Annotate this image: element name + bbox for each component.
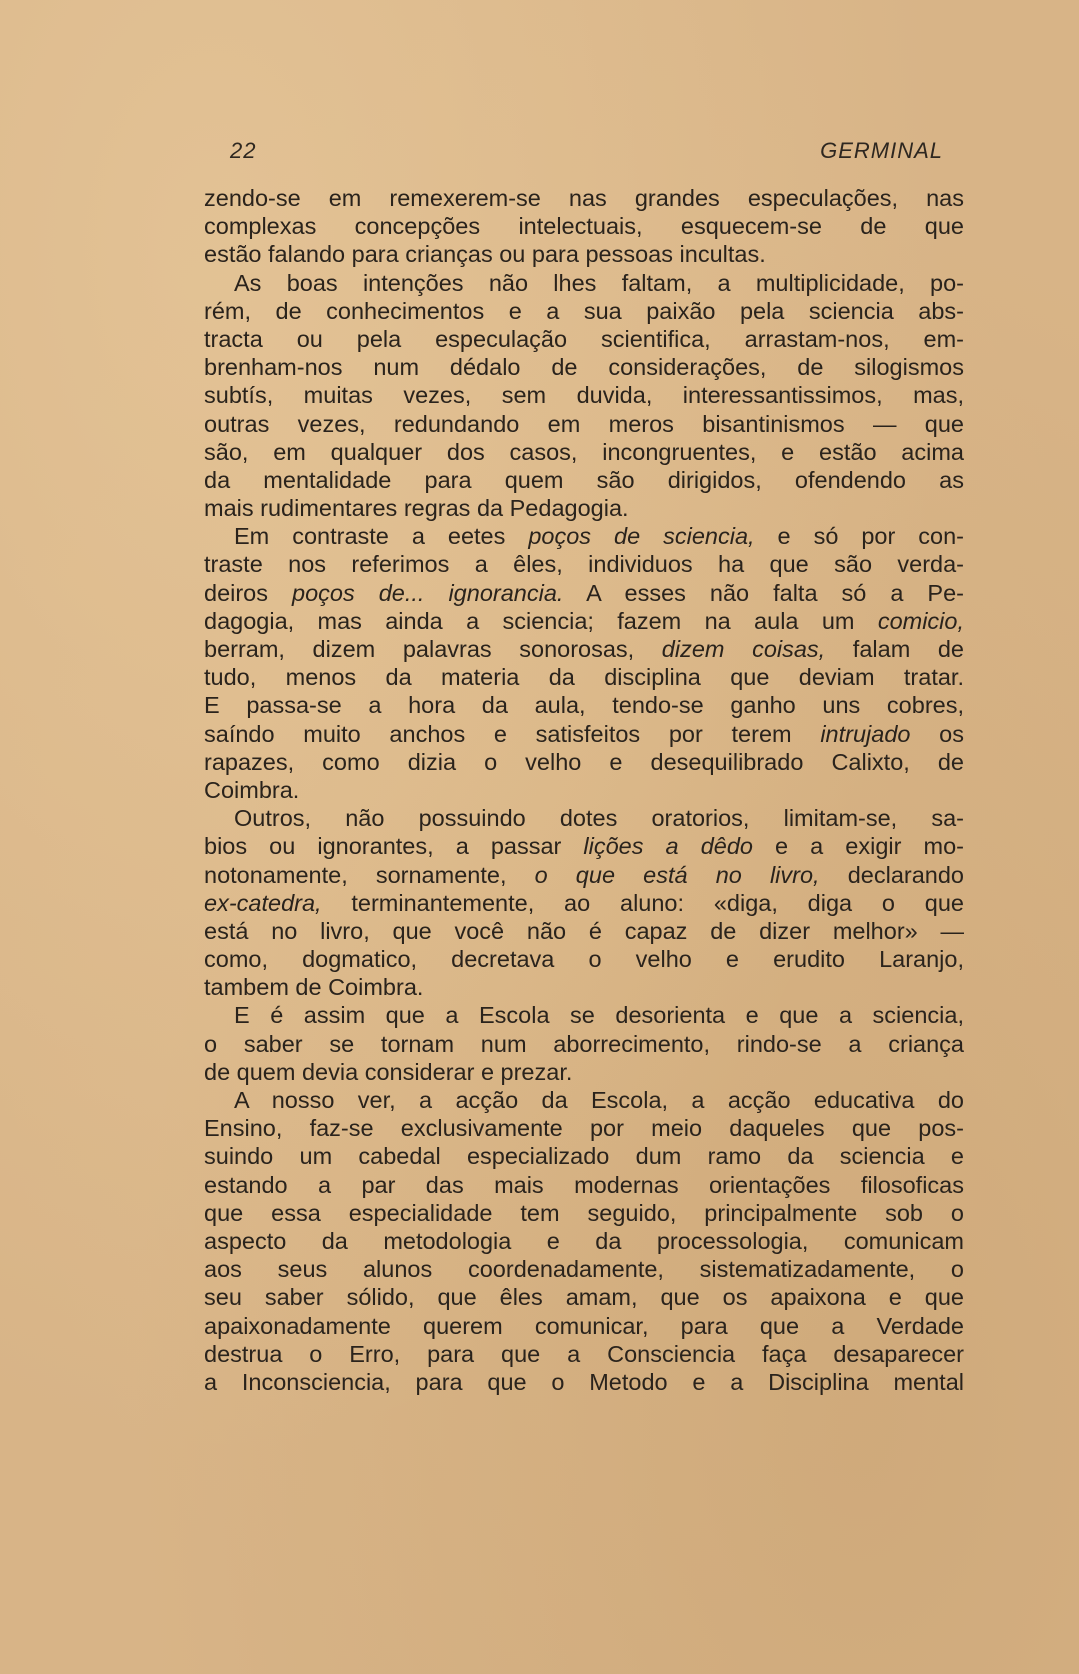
text-run: traste nos referimos a êles, individuos ha que são verda- <box>204 551 964 578</box>
page-number: 22 <box>230 138 257 163</box>
text-line <box>204 466 964 494</box>
text-line <box>204 269 964 297</box>
italic-phrase: intrujado <box>820 720 911 747</box>
text-run: E passa-se a hora da aula, tendo-se ganho uns cobres, <box>204 692 964 719</box>
text-line <box>204 522 964 550</box>
text-line <box>204 1171 964 1199</box>
text-run: outras vezes, redundando em meros bisantinismos — que <box>204 410 964 437</box>
running-head <box>230 138 943 164</box>
text-run: subtís, muitas vezes, sem duvida, interessantissimos, mas, <box>204 382 964 409</box>
text-line <box>204 945 964 973</box>
text-run: apaixonadamente querem comunicar, para que a Verdade <box>204 1312 964 1339</box>
text-line <box>204 353 964 381</box>
text-run: saíndo muito anchos e satisfeitos por terem <box>204 720 821 747</box>
text-run: bios ou ignorantes, a passar <box>204 833 584 860</box>
italic-phrase: comicio, <box>877 607 964 634</box>
text-line <box>204 804 964 832</box>
text-run: da mentalidade para quem são dirigidos, ofendendo as <box>204 466 964 493</box>
text-line <box>204 1199 964 1227</box>
text-run: estão falando para crianças ou para pessoas incultas. <box>204 241 766 268</box>
text-run: está no livro, que você não é capaz de dizer melhor» — <box>204 917 964 944</box>
text-line <box>204 748 964 776</box>
text-run: de quem devia considerar e prezar. <box>204 1058 573 1085</box>
text-run: aspecto da metodologia e da processologia, comunicam <box>204 1227 964 1254</box>
text-run: deiros <box>204 579 293 606</box>
text-line <box>204 381 964 409</box>
body-text <box>204 184 964 1396</box>
text-line <box>204 410 964 438</box>
text-run: seu saber sólido, que êles amam, que os apaixona e que <box>204 1284 964 1311</box>
text-line <box>204 1283 964 1311</box>
text-run: suindo um cabedal especializado dum ramo da sciencia e <box>204 1143 964 1170</box>
text-run: são, em qualquer dos casos, incongruentes, e estão acima <box>204 438 964 465</box>
text-line <box>204 663 964 691</box>
text-run: berram, dizem palavras sonorosas, <box>204 636 662 662</box>
text-run: Ensino, faz-se exclusivamente por meio daqueles que pos- <box>204 1115 964 1142</box>
italic-phrase: dizem coisas, <box>661 636 826 662</box>
text-line <box>204 720 964 748</box>
text-line <box>204 776 964 804</box>
text-line <box>204 917 964 945</box>
text-run: como, dogmatico, decretava o velho e erudito Laranjo, <box>204 946 964 973</box>
text-line <box>204 1340 964 1368</box>
text-run: A nosso ver, a acção da Escola, a acção educativa do <box>234 1087 964 1113</box>
italic-phrase: ex-catedra, <box>204 889 322 916</box>
text-line <box>204 1368 964 1396</box>
text-run: tracta ou pela especulação scientifica, arrastam-nos, em- <box>204 325 964 352</box>
text-run: aos seus alunos coordenadamente, sistematizadamente, o <box>204 1256 964 1283</box>
text-run: rapazes, como dizia o velho e desequilibrado Calixto, de <box>204 748 964 775</box>
text-line <box>204 1086 964 1114</box>
text-run: Em contraste a eetes <box>234 523 529 550</box>
text-run: Coimbra. <box>204 776 300 803</box>
text-line <box>204 1142 964 1170</box>
text-run: dagogia, mas ainda a sciencia; fazem na aula um <box>204 607 878 634</box>
text-run: zendo-se em remexerem-se nas grandes especulações, nas <box>204 185 964 211</box>
text-run: tambem de Coimbra. <box>204 974 424 1001</box>
text-run: o saber se tornam num aborrecimento, rindo-se a criança <box>204 1030 964 1057</box>
text-line <box>204 579 964 607</box>
italic-phrase: poços de... ignorancia. <box>292 579 564 606</box>
text-line <box>204 973 964 1001</box>
text-run: os <box>910 720 964 747</box>
italic-phrase: poços de sciencia, <box>528 523 755 550</box>
text-run: As boas intenções não lhes faltam, a multiplicidade, po- <box>234 269 964 296</box>
text-line <box>204 1255 964 1283</box>
text-line <box>204 184 964 212</box>
text-line <box>204 325 964 353</box>
text-run: mais rudimentares regras da Pedagogia. <box>204 495 629 522</box>
text-line <box>204 1312 964 1340</box>
text-run: e a exigir mo- <box>752 833 964 860</box>
text-run: terminantemente, ao aluno: «diga, diga o que <box>321 889 964 916</box>
text-line <box>204 494 964 522</box>
text-run: que essa especialidade tem seguido, principalmente sob o <box>204 1199 964 1226</box>
text-line <box>204 1058 964 1086</box>
text-run: estando a par das mais modernas orientações filosoficas <box>204 1171 964 1198</box>
text-line <box>204 861 964 889</box>
text-run: e só por con- <box>754 523 964 550</box>
text-line <box>204 438 964 466</box>
text-line <box>204 212 964 240</box>
text-line <box>204 240 964 268</box>
text-line <box>204 635 964 663</box>
text-line <box>204 1001 964 1029</box>
text-run: falam de <box>825 636 965 662</box>
text-run: rém, de conhecimentos e a sua paixão pela sciencia abs- <box>204 297 964 324</box>
italic-phrase: lições a dêdo <box>583 833 753 860</box>
italic-phrase: o que está no livro, <box>534 861 820 888</box>
text-line <box>204 550 964 578</box>
text-run: tudo, menos da materia da disciplina que deviam tratar. <box>204 664 964 691</box>
text-line <box>204 1227 964 1255</box>
text-run: Outros, não possuindo dotes oratorios, limitam-se, sa- <box>234 805 964 832</box>
text-run: destrua o Erro, para que a Consciencia faça desaparecer <box>204 1340 964 1367</box>
text-line <box>204 832 964 860</box>
text-line <box>204 1114 964 1142</box>
text-line <box>204 691 964 719</box>
text-line <box>204 1030 964 1058</box>
text-run: declarando <box>819 861 964 888</box>
text-run: a Inconsciencia, para que o Metodo e a Disciplina mental <box>204 1368 964 1395</box>
text-line <box>204 607 964 635</box>
text-line <box>204 889 964 917</box>
text-run: brenham-nos num dédalo de considerações, de silogismos <box>204 354 964 381</box>
text-run: notonamente, sornamente, <box>204 861 535 888</box>
text-run: A esses não falta só a Pe- <box>563 579 964 606</box>
text-line <box>204 297 964 325</box>
text-run: complexas concepções intelectuais, esquecem-se de que <box>204 213 964 240</box>
text-run: E é assim que a Escola se desorienta e que a sciencia, <box>234 1002 964 1029</box>
running-title: GERMINAL <box>820 138 943 163</box>
